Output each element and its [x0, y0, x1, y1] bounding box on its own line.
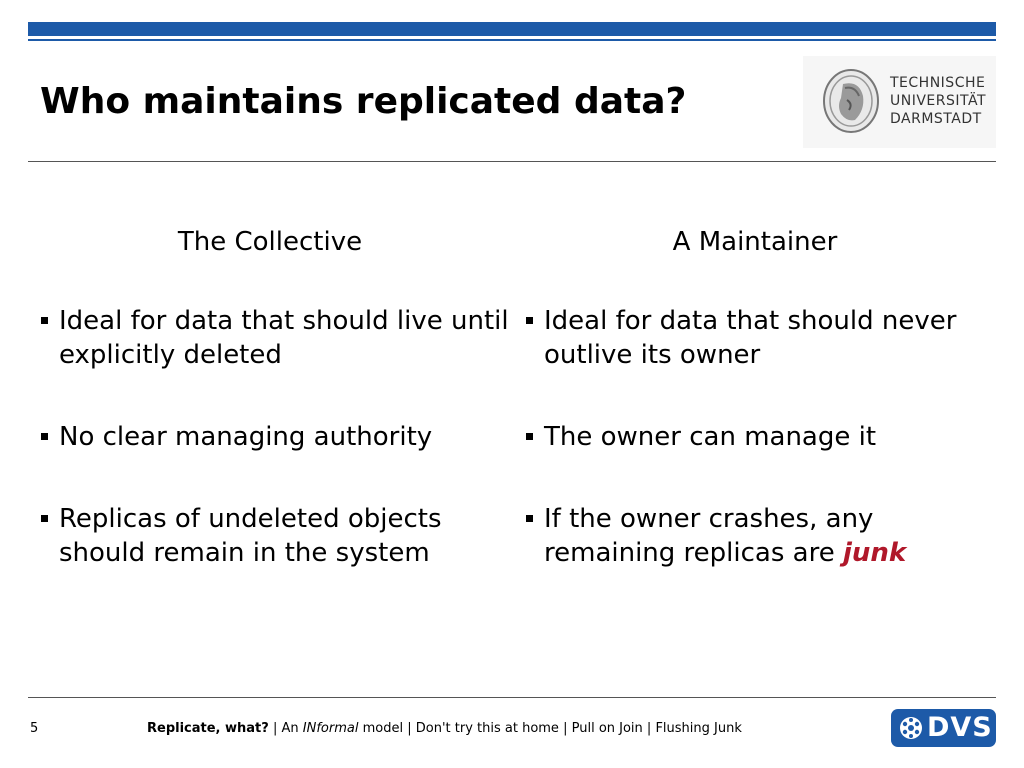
- column-heading: The Collective: [177, 227, 363, 257]
- column-collective: [30, 222, 510, 584]
- dvs-logo: [891, 709, 996, 747]
- footer-sep: |: [563, 721, 568, 736]
- list-item: [30, 304, 510, 372]
- university-logo: [803, 56, 996, 148]
- footer-divider: [28, 697, 996, 698]
- square-bullet-icon: [526, 433, 533, 440]
- footer: [0, 721, 1024, 741]
- footer-part2-suffix: model: [362, 721, 404, 736]
- square-bullet-icon: [526, 515, 533, 522]
- square-bullet-icon: [41, 433, 48, 440]
- column-maintainer: [515, 222, 985, 584]
- footer-nav: [147, 721, 742, 736]
- logo-line: TECHNISCHE: [890, 75, 986, 91]
- header-line: [28, 39, 996, 41]
- list-item: [30, 420, 510, 454]
- list-item-text: Replicas of undeleted objects should remain in the system: [59, 504, 442, 568]
- list-item-text: Ideal for data that should never outlive its owner: [544, 306, 957, 370]
- footer-part2-italic: INformal: [302, 721, 359, 736]
- athena-seal-icon: [819, 66, 883, 136]
- logo-line: DARMSTADT: [890, 111, 982, 127]
- slide-title: Who maintains replicated data?: [40, 81, 687, 122]
- molecule-icon: [897, 715, 925, 741]
- list-item: [515, 502, 985, 570]
- footer-part3: Don't try this at home: [415, 721, 559, 736]
- header-band: [28, 22, 996, 36]
- title-divider: [28, 161, 996, 162]
- column-heading: A Maintainer: [672, 227, 838, 257]
- square-bullet-icon: [526, 317, 533, 324]
- footer-part4: Pull on Join: [571, 721, 643, 736]
- square-bullet-icon: [41, 515, 48, 522]
- logo-wordmark: [890, 74, 986, 128]
- bullet-list: [515, 304, 985, 570]
- footer-part2-prefix: An: [281, 721, 299, 736]
- footer-part5: Flushing Junk: [655, 721, 742, 736]
- footer-sep: |: [407, 721, 412, 736]
- bullet-list: [30, 304, 510, 570]
- list-item-text: Ideal for data that should live until explicitly deleted: [59, 306, 509, 370]
- list-item: [30, 502, 510, 570]
- square-bullet-icon: [41, 317, 48, 324]
- emphasis-junk: junk: [842, 538, 907, 568]
- logo-line: UNIVERSITÄT: [890, 93, 987, 109]
- page-number: 5: [30, 721, 39, 736]
- list-item: [515, 420, 985, 454]
- footer-sep: |: [646, 721, 652, 736]
- list-item-text: The owner can manage it: [544, 422, 877, 452]
- footer-sep: |: [272, 721, 278, 736]
- list-item-text: If the owner crashes, any remaining replicas are: [544, 504, 874, 568]
- dvs-wordmark: DVS: [927, 712, 993, 743]
- list-item-text: No clear managing authority: [59, 422, 433, 452]
- list-item: [515, 304, 985, 372]
- footer-current-section: Replicate, what?: [147, 721, 269, 736]
